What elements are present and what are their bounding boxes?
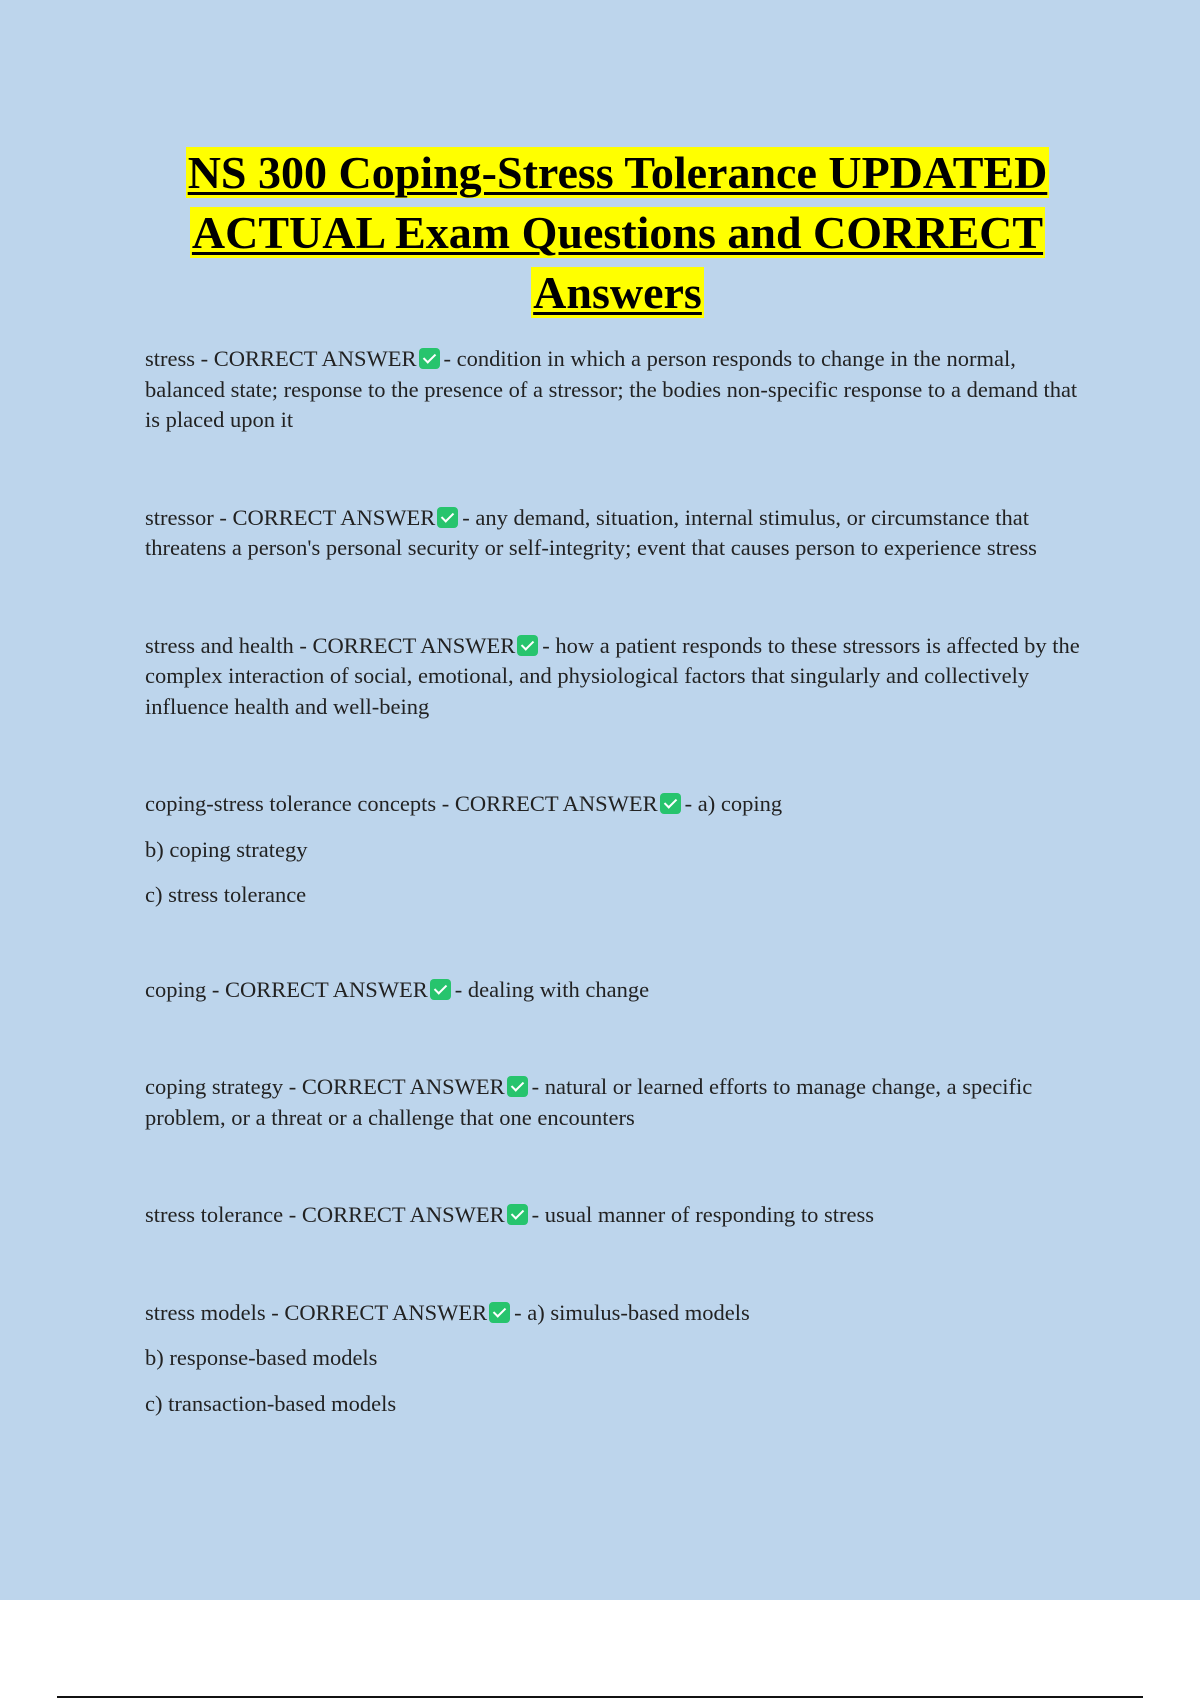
footer-divider — [57, 1696, 1143, 1698]
qa-term: stress and health — [145, 632, 294, 658]
qa-line: stress - CORRECT ANSWER - condition in which a person responds to change in the normal, balanced state; response to the presence of a stressor; the bodies non-specific response to a demand that is placed upon it — [145, 346, 1078, 432]
checkmark-icon — [419, 348, 440, 369]
correct-answer-label: CORRECT ANSWER — [312, 632, 516, 658]
qa-entry-stress — [145, 344, 1095, 436]
qa-line: coping - CORRECT ANSWER - dealing with change — [145, 976, 650, 1002]
qa-list — [145, 344, 1095, 1419]
qa-term: stressor — [145, 504, 214, 530]
qa-entry-coping — [145, 975, 1095, 1006]
qa-entry-coping-stress-tolerance-concepts — [145, 789, 1095, 911]
checkmark-icon — [430, 979, 451, 1000]
qa-definition: dealing with change — [467, 976, 650, 1002]
checkmark-icon — [660, 793, 681, 814]
checkmark-icon — [437, 507, 458, 528]
qa-sub-item: c) transaction-based models — [145, 1390, 397, 1416]
correct-answer-label: CORRECT ANSWER — [284, 1299, 488, 1325]
qa-term: coping — [145, 976, 207, 1002]
qa-line: stressor - CORRECT ANSWER - any demand, situation, internal stimulus, or circumstance that threatens a person's personal security or self-integrity; event that causes person to experience stress — [145, 504, 1037, 560]
qa-line: coping-stress tolerance concepts - CORRECT ANSWER - a) coping — [145, 791, 783, 816]
qa-term: coping-stress tolerance concepts — [145, 791, 437, 816]
checkmark-icon — [507, 1076, 528, 1097]
qa-line: stress tolerance - CORRECT ANSWER - usual manner of responding to stress — [145, 1202, 875, 1227]
qa-entry-coping-strategy — [145, 1072, 1095, 1133]
qa-sub-item: b) response-based models — [145, 1345, 378, 1370]
qa-term: stress — [145, 346, 195, 371]
correct-answer-label: CORRECT ANSWER — [232, 504, 436, 530]
qa-entry-stress-models — [145, 1298, 1095, 1420]
qa-definition: how a patient responds to these stressors is affected by the complex interaction of social, emotional, and physiological factors that singularly and collectively influence health and well-being — [145, 632, 1080, 719]
correct-answer-label: CORRECT ANSWER — [213, 346, 417, 371]
qa-definition: any demand, situation, internal stimulus, or circumstance that threatens a person's personal security or self-integrity; event that causes person to experience stress — [145, 504, 1037, 560]
correct-answer-label: CORRECT ANSWER — [225, 976, 428, 1002]
qa-definition: a) coping — [697, 791, 783, 816]
qa-term: coping strategy — [145, 1074, 284, 1099]
document-title — [120, 143, 1115, 323]
qa-definition: condition in which a person responds to change in the normal, balanced state; response to the presence of a stressor; the bodies non-specific response to a demand that is placed upon it — [145, 346, 1078, 432]
correct-answer-label: CORRECT ANSWER — [454, 791, 658, 816]
document-title-text: NS 300 Coping-Stress Tolerance UPDATED ACTUAL Exam Questions and CORRECT Answers — [187, 147, 1048, 318]
qa-line: stress and health - CORRECT ANSWER - how a patient responds to these stressors is affected by the complex interaction of social, emotional, and physiological factors that singularly and collectively influence health and well-being — [145, 632, 1080, 719]
qa-sub-item: c) stress tolerance — [145, 882, 307, 907]
qa-term: stress tolerance — [145, 1202, 284, 1227]
qa-entry-stressor — [145, 503, 1095, 564]
qa-entry-stress-and-health — [145, 631, 1095, 723]
checkmark-icon — [507, 1204, 528, 1225]
qa-sub-item: b) coping strategy — [145, 836, 308, 862]
qa-definition: natural or learned efforts to manage change, a specific problem, or a threat or a challenge that one encounters — [145, 1074, 1033, 1130]
qa-line: stress models - CORRECT ANSWER - a) simulus-based models — [145, 1299, 750, 1325]
checkmark-icon — [517, 635, 538, 656]
qa-definition: usual manner of responding to stress — [544, 1202, 875, 1227]
qa-term: stress models — [145, 1299, 266, 1325]
qa-entry-stress-tolerance — [145, 1200, 1095, 1231]
checkmark-icon — [489, 1302, 510, 1323]
qa-line: coping strategy - CORRECT ANSWER - natural or learned efforts to manage change, a specific problem, or a threat or a challenge that one encounters — [145, 1074, 1033, 1130]
correct-answer-label: CORRECT ANSWER — [301, 1074, 505, 1099]
qa-definition: a) simulus-based models — [527, 1299, 750, 1325]
correct-answer-label: CORRECT ANSWER — [301, 1202, 505, 1227]
